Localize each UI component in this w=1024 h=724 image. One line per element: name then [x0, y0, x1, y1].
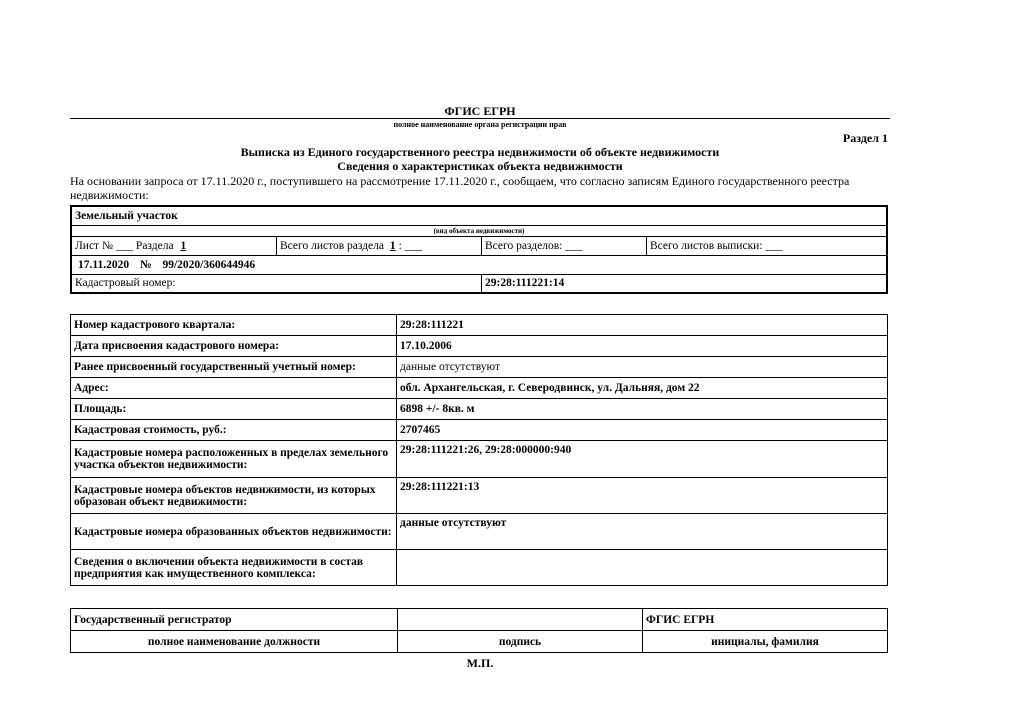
- detail-row: [71, 399, 888, 420]
- position-caption: полное наименование должности: [71, 631, 398, 653]
- detail-label: Номер кадастрового квартала:: [71, 315, 397, 336]
- detail-label: Дата присвоения кадастрового номера:: [71, 336, 397, 357]
- total-sheets-tail: : ___: [398, 239, 422, 252]
- detail-row: [71, 478, 888, 514]
- detail-label: Кадастровые номера объектов недвижимости, из которых образован объект недвижимости:: [71, 478, 397, 514]
- title-line-1: Выписка из Единого государственного реестра недвижимости об объекте недвижимости: [240, 145, 720, 159]
- sheet-number-cell: [71, 236, 277, 255]
- detail-label: Площадь:: [71, 399, 397, 420]
- cadastral-number-value: 29:28:111221:14: [482, 274, 888, 293]
- registrar-position: Государственный регистратор: [71, 609, 398, 631]
- org-caption: полное наименование органа регистрации прав: [393, 120, 567, 129]
- extract-date-number: [71, 255, 887, 274]
- object-type-caption: (вид объекта недвижимости): [71, 225, 887, 236]
- object-type: Земельный участок: [71, 206, 887, 225]
- extract-date: 17.11.2020: [78, 258, 130, 271]
- object-details-table: [70, 314, 888, 586]
- detail-value: 29:28:111221:13: [397, 478, 888, 514]
- detail-value: 29:28:111221:26, 29:28:000000:940: [397, 441, 888, 478]
- total-sheets-label: Всего листов раздела: [280, 239, 384, 252]
- section-number: 1: [180, 239, 187, 252]
- section-label: Раздел 1: [842, 131, 888, 145]
- detail-value: обл. Архангельская, г. Северодвинск, ул. Дальняя, дом 22: [397, 378, 888, 399]
- sheet-number-label: Лист № ___ Раздела: [75, 239, 174, 252]
- detail-row: [71, 514, 888, 550]
- detail-row: [71, 378, 888, 399]
- detail-value: данные отсутствуют: [397, 514, 888, 550]
- detail-label: Кадастровые номера расположенных в пределах земельного участка объектов недвижимости:: [71, 441, 397, 478]
- detail-value: 17.10.2006: [397, 336, 888, 357]
- detail-row: [71, 550, 888, 586]
- detail-row: [71, 357, 888, 378]
- detail-value: 2707465: [397, 420, 888, 441]
- detail-value: 29:28:111221: [397, 315, 888, 336]
- total-sheets-cell: [277, 236, 482, 255]
- initials-caption: инициалы, фамилия: [643, 631, 888, 653]
- detail-row: [71, 336, 888, 357]
- cadastral-number-label: Кадастровый номер:: [71, 274, 482, 293]
- org-name: ФГИС ЕГРН: [444, 104, 516, 118]
- number-sign: №: [140, 258, 152, 271]
- detail-row: [71, 315, 888, 336]
- signature-field: [398, 609, 643, 631]
- detail-row: [71, 420, 888, 441]
- detail-label: Кадастровая стоимость, руб.:: [71, 420, 397, 441]
- intro-paragraph: На основании запроса от 17.11.2020 г., поступившего на рассмотрение 17.11.2020 г., сообщаем, что согласно записям Единого государственного реестра недвижимости:: [70, 174, 850, 202]
- detail-label: Адрес:: [71, 378, 397, 399]
- registrar-name: ФГИС ЕГРН: [643, 609, 888, 631]
- detail-value: данные отсутствуют: [397, 357, 888, 378]
- stamp-label: М.П.: [466, 656, 494, 670]
- detail-row: [71, 441, 888, 478]
- total-extract-sheets: Всего листов выписки: ___: [647, 236, 888, 255]
- signature-caption: подпись: [398, 631, 643, 653]
- signature-table: [70, 608, 888, 653]
- title-line-2: Сведения о характеристиках объекта недвижимости: [337, 159, 623, 173]
- document-title: [70, 145, 890, 173]
- detail-value: 6898 +/- 8кв. м: [397, 399, 888, 420]
- total-sections: Всего разделов: ___: [482, 236, 647, 255]
- detail-value: [397, 550, 888, 586]
- total-sheets-number: 1: [389, 239, 396, 252]
- org-underline: [70, 118, 890, 119]
- object-header-table: [70, 205, 888, 294]
- extract-number: 99/2020/360644946: [162, 258, 256, 271]
- detail-label: Ранее присвоенный государственный учетный номер:: [71, 357, 397, 378]
- detail-label: Кадастровые номера образованных объектов недвижимости:: [71, 514, 397, 550]
- detail-label: Сведения о включении объекта недвижимости в состав предприятия как имущественного комплекса:: [71, 550, 397, 586]
